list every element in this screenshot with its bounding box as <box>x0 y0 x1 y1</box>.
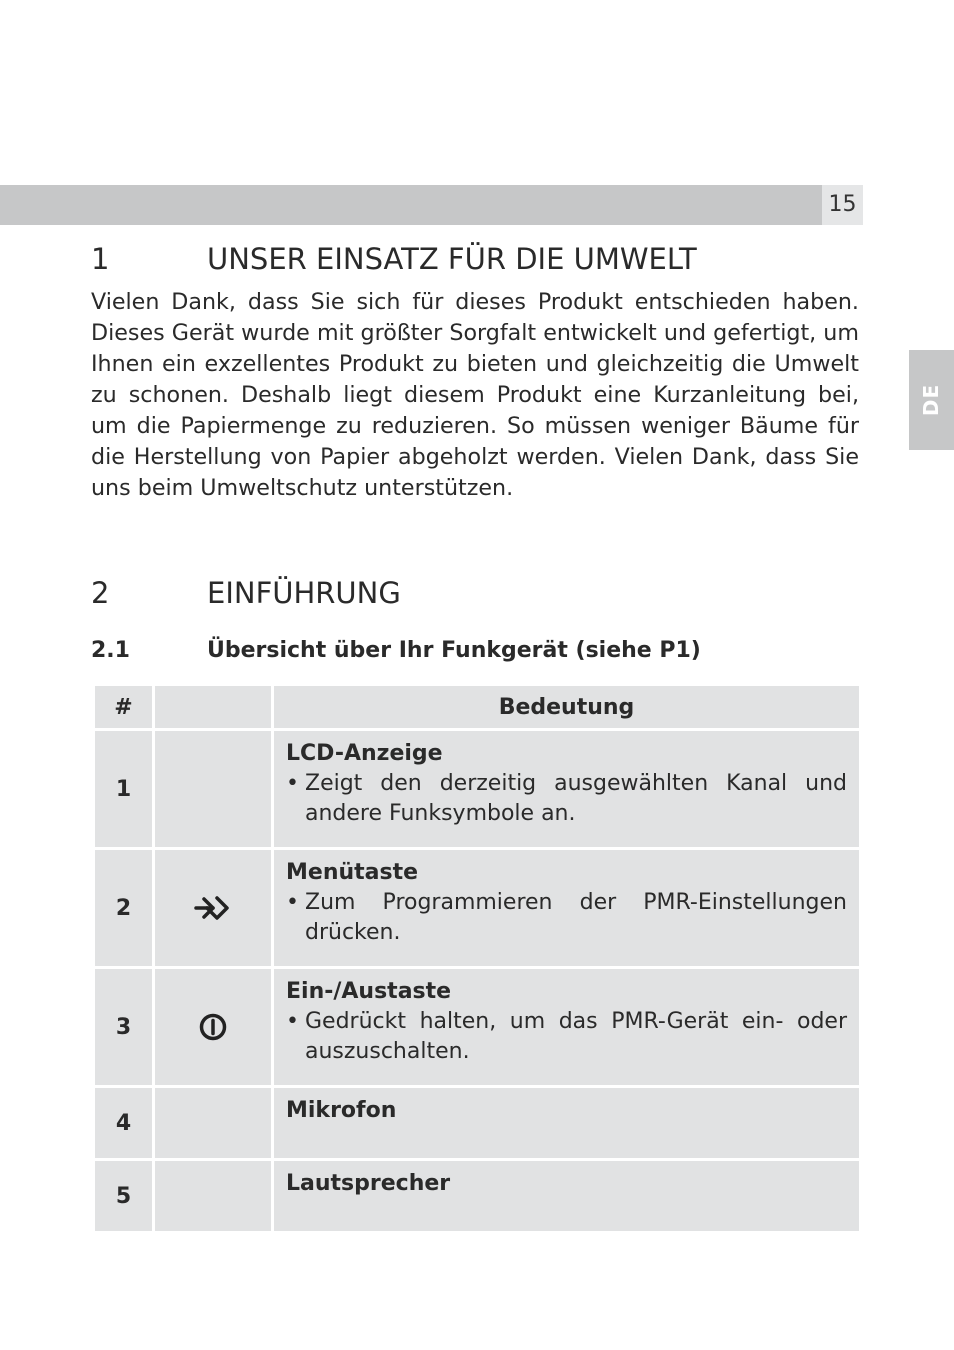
header-num: # <box>95 686 152 728</box>
row-icon-cell <box>155 1088 271 1158</box>
row-number: 1 <box>95 731 152 847</box>
power-icon <box>198 1012 228 1042</box>
row-number: 2 <box>95 850 152 966</box>
row-title: LCD-Anzeige <box>286 741 443 766</box>
overview-table <box>92 683 862 1234</box>
section-1-heading <box>91 242 861 282</box>
header-meaning: Bedeutung <box>274 686 859 728</box>
language-tab-label: DE <box>919 383 944 417</box>
row-title: Mikrofon <box>286 1098 397 1123</box>
row-number: 4 <box>95 1088 152 1158</box>
bullet-text: Zeigt den derzeitig ausgewählten Kanal und andere Funksymbole an. <box>305 771 847 826</box>
table-row <box>95 731 859 847</box>
row-number: 5 <box>95 1161 152 1231</box>
page-number: 15 <box>822 185 863 225</box>
subsection-heading <box>91 638 861 670</box>
header-icon <box>155 686 271 728</box>
row-description <box>274 969 859 1085</box>
table-row <box>95 1088 859 1158</box>
subsection-title: Übersicht über Ihr Funkgerät (siehe P1) <box>207 638 701 663</box>
bullet-text: Gedrückt halten, um das PMR-Gerät ein- oder auszuschalten. <box>305 1009 847 1064</box>
bullet-dot: • <box>286 771 299 796</box>
table-row <box>95 969 859 1085</box>
bullet-dot: • <box>286 890 299 915</box>
row-icon-cell <box>155 1161 271 1231</box>
section-1-title: UNSER EINSATZ FÜR DIE UMWELT <box>207 242 697 276</box>
menu-arrow-icon <box>194 894 232 922</box>
row-bullet <box>286 769 847 829</box>
bullet-dot: • <box>286 1009 299 1034</box>
language-tab <box>909 350 954 450</box>
section-2-title: EINFÜHRUNG <box>207 576 401 610</box>
table-row <box>95 850 859 966</box>
row-title: Menütaste <box>286 860 419 885</box>
row-description <box>274 850 859 966</box>
row-description <box>274 731 859 847</box>
row-description <box>274 1088 859 1158</box>
row-bullet <box>286 1007 847 1067</box>
section-1-body: Vielen Dank, dass Sie sich für dieses Produkt entschieden haben. Dieses Gerät wurde mit größter Sorgfalt entwickelt und gefertigt, um Ihnen ein exzellentes Produkt zu bieten und gleichzeitig die Umwelt zu schonen. Deshalb liegt diesem Produkt eine Kurzanleitung bei, um die Papiermenge zu reduzieren. So müssen weniger Bäume für die Herstellung von Papier abgeholzt werden. Vielen Dank, dass Sie uns beim Umweltschutz unterstützen. <box>91 289 859 501</box>
table-row <box>95 1161 859 1231</box>
row-icon-cell <box>155 850 271 966</box>
row-number: 3 <box>95 969 152 1085</box>
header-band <box>0 185 822 225</box>
row-icon-cell <box>155 731 271 847</box>
section-2-heading <box>91 576 861 616</box>
table-header-row <box>95 686 859 728</box>
row-title: Lautsprecher <box>286 1171 451 1196</box>
section-1-number: 1 <box>91 242 110 276</box>
bullet-text: Zum Programmieren der PMR-Einstellungen drücken. <box>305 890 847 945</box>
row-bullet <box>286 888 847 948</box>
subsection-number: 2.1 <box>91 638 130 663</box>
row-description <box>274 1161 859 1231</box>
section-2-number: 2 <box>91 576 110 610</box>
row-icon-cell <box>155 969 271 1085</box>
row-title: Ein-/Austaste <box>286 979 452 1004</box>
